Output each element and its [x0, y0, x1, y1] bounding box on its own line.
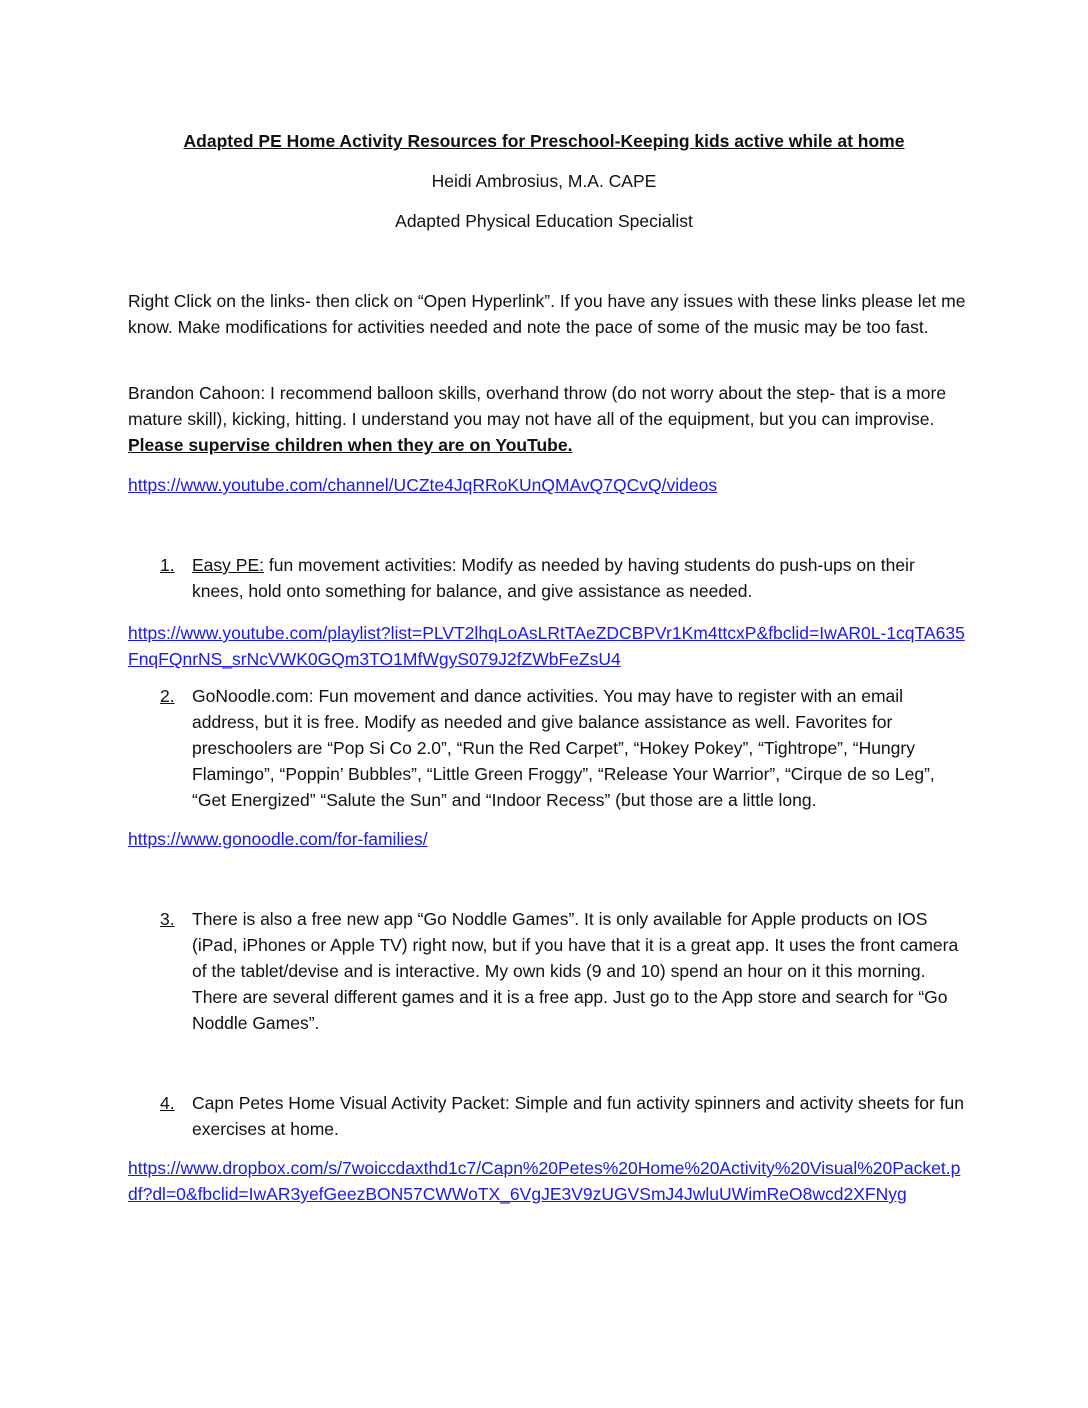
item-2-link-line	[128, 826, 968, 852]
item-4-number: 4.	[160, 1093, 175, 1113]
list-item-1	[160, 552, 968, 604]
author-name: Heidi Ambrosius, M.A. CAPE	[431, 171, 657, 191]
item-2-text: GoNoodle.com: Fun movement and dance activities. You may have to register with an email address, but it is free. Modify as needed and give balance assistance as well. Favorites for preschoolers are “Pop Si Co 2.0”, “Run the Red Carpet”, “Hokey Pokey”, “Tightrope”, “Hungry Flamingo”, “Poppin’ Bubbles”, “Little Green Froggy”, “Release Your Warrior”, “Cirque de so Leg”, “Get Energized” “Salute the Sun” and “Indoor Recess” (but those are a little long.	[192, 686, 935, 810]
item-4-link-line	[128, 1155, 968, 1207]
gonoodle-link[interactable]: https://www.gonoodle.com/for-families/	[128, 829, 428, 849]
author-role: Adapted Physical Education Specialist	[395, 211, 693, 231]
item-1-text: fun movement activities: Modify as needed by having students do push-ups on their knees, hold onto something for balance, and give assistance as needed.	[192, 555, 915, 601]
brandon-youtube-link[interactable]: https://www.youtube.com/channel/UCZte4JqRRoKUnQMAvQ7QCvQ/videos	[128, 475, 718, 495]
brandon-text: Brandon Cahoon: I recommend balloon skills, overhand throw (do not worry about the step- that is a more mature skill), kicking, hitting. I understand you may not have all of the equipment, but you can improvise.	[128, 383, 947, 429]
capn-petes-link[interactable]: https://www.dropbox.com/s/7woiccdaxthd1c7/Capn%20Petes%20Home%20Activity%20Visual%20Packet.pdf?dl=0&fbclid=IwAR3yefGeezBON57CWWoTX_6VgJE3V9zUGVSmJ4JwluUWimReO8wcd2XFNyg	[128, 1158, 961, 1204]
list-item-3	[160, 906, 968, 1036]
item-1-link-line	[128, 620, 968, 672]
item-1-label: Easy PE:	[192, 555, 264, 575]
brandon-link-line	[128, 472, 968, 498]
item-3-number: 3.	[160, 909, 175, 929]
item-1-number: 1.	[160, 555, 175, 575]
item-4-text: Capn Petes Home Visual Activity Packet: Simple and fun activity spinners and activity sheets for fun exercises at home.	[192, 1093, 964, 1139]
easy-pe-link[interactable]: https://www.youtube.com/playlist?list=PLVT2lhqLoAsLRtTAeZDCBPVr1Km4ttcxP&fbclid=IwAR0L-1cqTA635FnqFQnrNS_srNcVWK0GQm3TO1MfWgyS079J2fZWbFeZsU4	[128, 623, 965, 669]
list-item-4	[160, 1090, 968, 1142]
item-3-text: There is also a free new app “Go Noddle Games”. It is only available for Apple products on IOS (iPad, iPhones or Apple TV) right now, but if you have that it is a great app. It uses the front camera of the tablet/devise and is interactive. My own kids (9 and 10) spend an hour on it this morning. There are several different games and it is a free app. Just go to the App store and search for “Go Noddle Games”.	[192, 909, 959, 1033]
page-title: Adapted PE Home Activity Resources for Preschool-Keeping kids active while at home	[183, 131, 905, 151]
item-1-body	[160, 552, 968, 604]
item-2-number: 2.	[160, 686, 175, 706]
supervise-warning: Please supervise children when they are on YouTube.	[128, 435, 573, 455]
brandon-paragraph	[128, 380, 968, 458]
intro-paragraph: Right Click on the links- then click on “Open Hyperlink”. If you have any issues with these links please let me know. Make modifications for activities needed and note the pace of some of the music may be too fast.	[128, 291, 966, 337]
list-item-2	[160, 683, 968, 813]
